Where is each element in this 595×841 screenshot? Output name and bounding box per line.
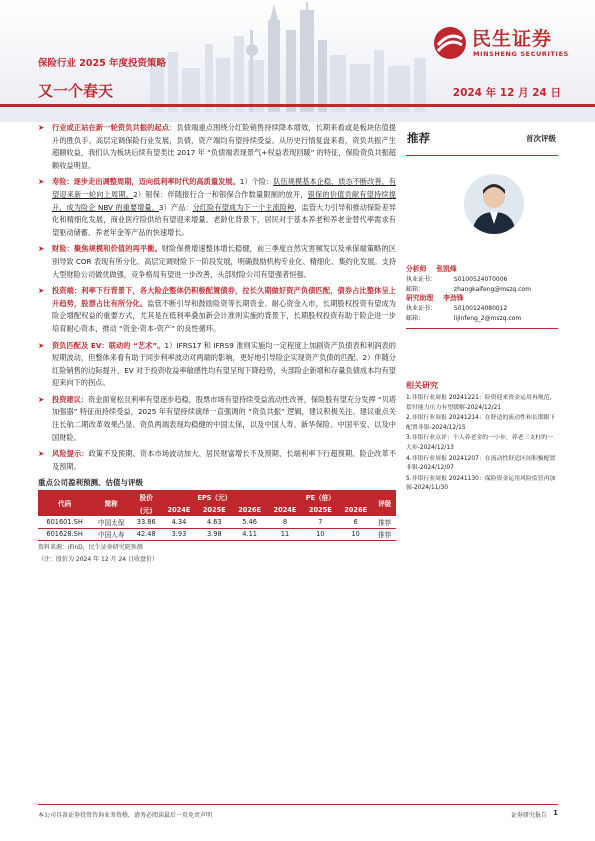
side-column <box>406 122 558 492</box>
mail-link[interactable]: lijinfeng_2@mszq.com <box>453 314 522 322</box>
related-link[interactable]: 5.非银行业周报 20241130：保险资金运用风险监管再加强-2024/11/30 <box>406 475 556 492</box>
col-year: 2025E <box>303 503 338 516</box>
paragraph-text: 1）个险： <box>239 177 274 187</box>
cell-price: 42.48 <box>131 528 161 540</box>
logo-chinese-name: 民生证券 <box>472 28 553 50</box>
cell-eps: 4.63 <box>197 516 232 528</box>
paragraph-heading: 寿险：逐步走出调整周期，迈向低利率时代的高质量发展。 <box>52 177 240 187</box>
bullet-arrow-icon: ➤ <box>38 244 45 254</box>
table-row <box>38 528 396 540</box>
paragraph-text: 分红险有望成为下一个主流险种 <box>192 202 295 212</box>
related-link[interactable]: 1.非银行业周报 20241221：险资迎来资金运用再规范，偿付能力压力有望缓解-2024/12/21 <box>406 395 556 411</box>
bullet-arrow-icon: ➤ <box>38 394 45 404</box>
cert-value: S0100524070006 <box>453 275 508 283</box>
col-code: 代码 <box>38 490 91 516</box>
related-research <box>406 380 558 495</box>
paragraph-text: 财险保费增速整体增长稳健，前三季度自然灾害频发以及承保端策略的区别导致 COR 表现有所分化。高层定调财险下一阶段发展，明确鼓励机构专业化、精细化、集约化发展。支持大型财险公司做优做强，竞争格局有望进一步改善，头部财险公司有望强者恒强。 <box>52 244 396 279</box>
report-date: 2024 年 12 月 24 日 <box>452 87 561 99</box>
logo-english-name: MINSHENG SECURITIES <box>473 50 569 58</box>
analyst-name: 张凯烽 <box>436 265 457 273</box>
cell-pe: 8 <box>267 516 302 528</box>
analyst-mail-row <box>406 285 558 295</box>
cell-eps: 3.93 <box>161 528 196 540</box>
col-year: 2024E <box>267 503 302 516</box>
summary-paragraph <box>38 243 396 281</box>
summary-paragraph <box>38 394 396 444</box>
col-year: 2026E <box>338 503 373 516</box>
analyst-cert-row <box>406 275 558 285</box>
divider <box>406 328 558 329</box>
cell-pe: 6 <box>338 516 373 528</box>
summary-paragraph <box>38 122 396 172</box>
summary-paragraph <box>38 285 396 335</box>
paragraph-heading: 投资建议： <box>52 394 88 404</box>
paragraph-text: 3）产品： <box>158 202 193 212</box>
bullet-arrow-icon: ➤ <box>38 286 45 296</box>
related-link[interactable]: 3.非银行业点评：个人养老金的一小步，养老三支柱的一大步-2024/12/13 <box>406 435 553 451</box>
analyst-block <box>406 265 558 329</box>
cert-label: 执业证书： <box>406 305 437 313</box>
rating-sub-label: 首次评级 <box>526 134 556 143</box>
bullet-arrow-icon: ➤ <box>38 177 45 187</box>
analyst-mail-row <box>406 314 558 324</box>
paragraph-text: 银保的价值贡献有望持续提升，成为险企 NBV 的重要增量。 <box>52 189 396 212</box>
cell-eps: 3.98 <box>197 528 232 540</box>
paragraph-text: 2）银保：伴随报行合一和银保合作数量限制的放开， <box>133 189 308 199</box>
rating-box <box>406 122 558 156</box>
cell-pe: 10 <box>338 528 373 540</box>
bullet-arrow-icon: ➤ <box>38 449 45 459</box>
cell-rating: 推荐 <box>373 528 396 540</box>
bullet-arrow-icon: ➤ <box>38 123 45 132</box>
summary-paragraph <box>38 340 396 390</box>
analyst-role: 研究助理 <box>406 294 434 303</box>
col-year: 2026E <box>232 503 267 516</box>
paragraph-text: 队伍规模基本企稳，质态不断改善，有望迎来新一轮向上周期。 <box>52 177 396 199</box>
paragraph-text: 1）IFRS17 和 IFRS9 准则实施均一定程度上加剧资产负债表和利润表的短期波动，但整体来看有助于同步利率波动对两端的影响，更好地引导险企实现资产负债的匹配。2）伴随分红险销售的边际提升，EV 对于投资收益率敏感性均有望呈现下降趋势，头部险企新增和存量负债成本均有望迎来向下的拐点。 <box>52 340 396 388</box>
paragraph-heading: 行业或正站在新一轮资负共振的起点 <box>52 123 170 132</box>
summary-paragraphs <box>38 122 396 473</box>
related-title: 相关研究 <box>406 381 438 390</box>
earnings-table-title: 重点公司盈利预测、估值与评级 <box>38 478 143 488</box>
paragraph-heading: 投资端：利率下行背景下，各大险企整体仍积极配置债券，拉长久期做好资产负债匹配，债券占比整体呈上升趋势，股票占比有所分化。 <box>52 286 396 308</box>
cell-code: 601628.SH <box>38 528 91 540</box>
report-title: 又一个春天 <box>38 82 114 100</box>
col-year: 2025E <box>197 503 232 516</box>
logo-mark-icon <box>432 25 468 61</box>
cell-rating: 推荐 <box>373 516 396 528</box>
cert-value: S0100124080012 <box>453 305 508 313</box>
paragraph-text: 政策不及预期、资本市场波动加大、居民财富增长不及预期、长端利率下行超预期、险企改革不及预期。 <box>52 449 396 471</box>
paragraph-text: ：负债端重点围绕分红险销售持续降本增效，长期来看或是板块估值提升的胜负手。高层定调保险行业发展，负债、资产端均有望持续受益。从历史行情复盘来看，资负共振产生超额收益，我们认为板块后续有望类比 2017 年 “负债端表现景气+权益表现回暖” 的特征，保险资负共振超额收益明显。 <box>52 123 396 170</box>
table-note: （注：股价为 2024 年 12 月 24 日收盘价） <box>38 555 158 563</box>
header-divider <box>0 104 595 107</box>
mail-label: 邮箱： <box>406 314 425 322</box>
main-column <box>38 122 396 565</box>
page-number: 1 <box>553 809 558 817</box>
footer-disclaimer: 本公司具备证券投资咨询业务资格，请务必阅读最后一页免责声明 <box>38 812 213 819</box>
col-price-unit: (元) <box>131 503 161 516</box>
cert-label: 执业证书： <box>406 275 437 283</box>
cell-name: 中国人寿 <box>91 528 131 540</box>
summary-paragraph <box>38 448 396 473</box>
col-pe: PE（倍） <box>267 490 373 503</box>
rating-label: 推荐 <box>407 131 430 145</box>
cell-pe: 7 <box>303 516 338 528</box>
paragraph-text: 资金面宽松且利率有望逐步趋稳，股票市场有望持续受益流动性改善，保险股有望充分发挥 “贝塔加强器” 特征而持续受益，2025 年有望持续演绎一直强调的 “资负共振” 逻辑，建议积极关注。建议重点关注长航二期改革效果凸显、资负两端表现均稳健的中国太保，以及中国人寿、新华保险、中国平安、以及中国财险。 <box>52 394 396 442</box>
mail-link[interactable]: zhangkaifeng@mszq.com <box>453 285 531 293</box>
col-price: 股价 <box>131 490 161 503</box>
analyst-cert-row <box>406 304 558 314</box>
cell-price: 33.86 <box>131 516 161 528</box>
col-eps: EPS（元） <box>161 490 267 503</box>
summary-paragraph <box>38 176 396 239</box>
paragraph-heading: 资负匹配及 EV：联动的 “艺术”。 <box>52 340 165 350</box>
col-year: 2024E <box>161 503 196 516</box>
paragraph-heading: 风险提示： <box>52 449 89 459</box>
table-row <box>38 516 396 528</box>
cell-pe: 11 <box>267 528 302 540</box>
cell-eps: 4.34 <box>161 516 196 528</box>
col-name: 简称 <box>91 490 131 516</box>
table-source: 资料来源：iFinD，民生证券研究院预测 <box>38 543 143 551</box>
related-link[interactable]: 2.非银行业周报 20241214：在舒适的流动性和长期限下配置非银-2024/12/15 <box>406 415 556 431</box>
analyst-avatar <box>464 174 524 234</box>
analyst-name: 李劲锋 <box>443 294 464 303</box>
related-link[interactable]: 4.非银行业周报 20241207：在流动性舒适区间积极配置非银-2024/12/07 <box>406 455 556 472</box>
paragraph-heading: 财险：聚焦规模和价值的再平衡。 <box>52 244 162 254</box>
cell-eps: 5.46 <box>232 516 267 528</box>
col-rating: 评级 <box>373 490 396 516</box>
cell-pe: 10 <box>303 528 338 540</box>
footer-label: 证券研究报告 <box>510 812 547 819</box>
bullet-arrow-icon: ➤ <box>38 340 45 350</box>
paragraph-text: ，监管大力引导和推动保险差异化和精细化发展，商业医疗险供给有望迎来增量。老龄化背景下，居民对于基本养老和养老金替代率需求有望驱动储蓄、养老年金等产品的快速增长。 <box>52 202 396 237</box>
paragraph-text: 监管不断引导和鼓励险资等长期资金、耐心资金入市，长期股权投资有望成为险企增配权益的重要方式，尤其是在低利率叠加新会计准则实施的背景下，长期股权投资有助于险企进一步培育耐心资本，推动 “资金-资本-资产” 的良性循环。 <box>52 298 396 333</box>
cell-eps: 4.11 <box>232 528 267 540</box>
cell-name: 中国太保 <box>91 516 131 528</box>
analyst-row <box>406 294 558 304</box>
footer-divider <box>38 804 558 805</box>
analyst-role: 分析师 <box>406 265 427 273</box>
minsheng-logo <box>432 23 582 67</box>
earnings-table <box>38 490 396 541</box>
cell-code: 601601.SH <box>38 516 91 528</box>
report-series: 保险行业 2025 年度投资策略 <box>38 58 167 69</box>
mail-label: 邮箱： <box>406 285 425 293</box>
analyst-row <box>406 265 558 275</box>
person-icon <box>464 174 524 234</box>
